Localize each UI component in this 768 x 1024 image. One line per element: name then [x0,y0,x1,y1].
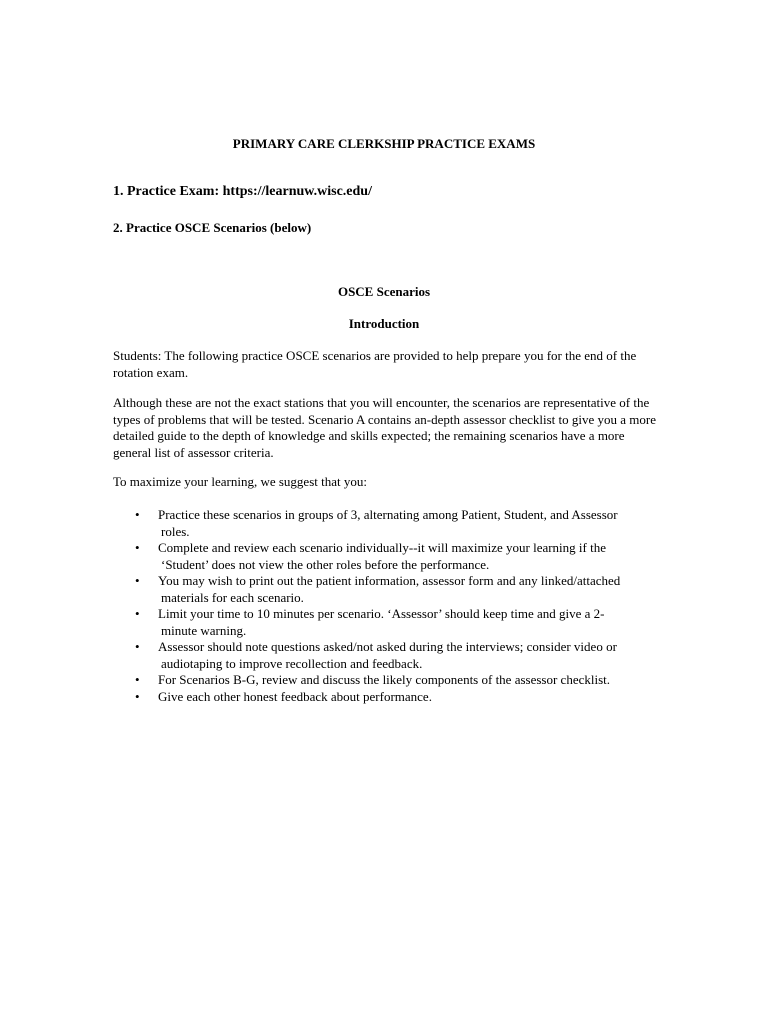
list-item-line: Practice these scenarios in groups of 3, alternating among Patient, Student, and Assessor [158,507,618,522]
list-item-line: Complete and review each scenario individually--it will maximize your learning if the [158,540,606,555]
maximize-paragraph: To maximize your learning, we suggest that you: [113,474,367,489]
bullet-icon: • [135,639,140,654]
list-item [113,639,658,672]
bullet-icon: • [135,540,140,555]
introduction-title: Introduction [348,316,420,331]
list-item [113,606,658,639]
list-item-line: For Scenarios B-G, review and discuss the likely components of the assessor checklist. [158,672,611,687]
list-item [113,689,658,706]
bullet-icon: • [135,688,140,704]
bullet-icon: • [135,672,140,687]
bullet-icon: • [135,573,140,588]
scenarios-paragraph: Although these are not the exact stations that you will encounter, the scenarios are representative of the types of problems that will be tested. Scenario A contains an-depth assessor checklist to give you a more detailed guide to the depth of knowledge and skills expected; the remaining scenarios have a more general list of assessor criteria. [113,395,656,460]
bullet-icon: • [135,606,140,621]
list-item-line: Give each other honest feedback about performance. [158,688,432,704]
list-item [113,540,658,573]
list-item-line: roles. [161,523,190,539]
list-item [113,672,658,689]
document-title: PRIMARY CARE CLERKSHIP PRACTICE EXAMS [232,136,536,151]
list-item-line: Assessor should note questions asked/not asked during the interviews; consider video or [158,639,617,654]
list-item-line: Limit your time to 10 minutes per scenario. ‘Assessor’ should keep time and give a 2- [158,606,605,621]
list-item [113,507,658,540]
list-item [113,573,658,606]
students-paragraph: Students: The following practice OSCE scenarios are provided to help prepare you for the end of the rotation exam. [113,348,637,380]
section-title: OSCE Scenarios [337,284,431,299]
practice-exam-item: 1. Practice Exam: https://learnuw.wisc.edu/ [113,184,372,199]
list-item-line: minute warning. [161,622,247,638]
list-item-line: ‘Student’ does not view the other roles before the performance. [161,556,490,572]
list-item-line: You may wish to print out the patient information, assessor form and any linked/attached [158,573,621,588]
suggestion-list [113,507,658,705]
list-item-line: materials for each scenario. [161,589,304,605]
bullet-icon: • [135,507,140,522]
practice-osce-item: 2. Practice OSCE Scenarios (below) [113,220,312,235]
list-item-line: audiotaping to improve recollection and feedback. [161,655,423,671]
